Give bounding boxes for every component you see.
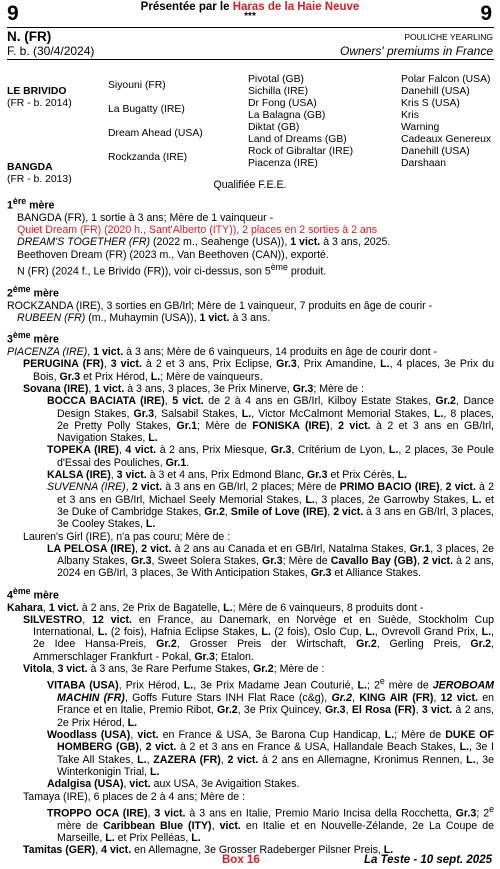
dam-info: (FR - b. 2013) <box>7 174 72 185</box>
dam-record: Kahara, 1 vict. à 2 ans, 2e Prix de Bagatelle, L.; Mère de 6 vainqueurs, 8 produits dont - <box>7 601 424 614</box>
ancestor: Darshaan <box>401 158 447 169</box>
ancestor: La Balagna (GB) <box>248 110 326 121</box>
ancestor: Dr Fong (USA) <box>248 98 317 109</box>
horse-type: POULICHE YEARLING <box>404 32 493 42</box>
ancestor: Pivotal (GB) <box>248 74 305 85</box>
produce-line: LA PELOSA (IRE), 2 vict. à 2 ans au Canada et en GB/Irl, Natalma Stakes, Gr.1, 3 places, 2e Albany Stakes, Gr.3, Sweet Solera Stakes, Gr.3; Mère de Cavallo Bay (GB), 2 vict. à 2 ans, 2024 en GB/Irl, 3 places, 3e With Anticipation Stakes, Gr.3 et Alliance Stakes. <box>47 542 495 580</box>
section-heading-3: 3ème mère <box>7 330 59 346</box>
section-heading-4: 4ème mère <box>7 585 59 602</box>
horse-info: F. b. (30/4/2024) <box>7 44 95 58</box>
produce-line: BOCCA BACIATA (IRE), 5 vict. de 2 à 4 ans en GB/Irl, Kilboy Estate Stakes, Gr.2, Dance Design Stakes, Gr.3, Salsabil Stakes, L., Victor McCalmont Memorial Stakes, L., 8 places, 2e Pretty Polly Stakes, Gr.1; Mère de FONISKA (IRE), 2 vict. à 2 et 3 ans en GB/Irl, Navigation Stakes, L. <box>47 395 494 445</box>
lot-number-right: 9 <box>480 2 492 25</box>
lot-number-left: 9 <box>7 2 19 25</box>
sale-place-date: La Teste - 10 sept. 2025 <box>363 854 492 866</box>
produce-line: DREAM'S TOGETHER (FR) (2022 m., Seahenge (USA)), 1 vict. à 3 ans, 2025. <box>17 236 391 249</box>
produce-line: Tamaya (IRE), 6 places de 2 à 4 ans; Mère de : <box>23 790 245 803</box>
produce-line: Quiet Dream (FR) (2020 h., Sant'Alberto (ITY)), 2 places en 2 sorties à 2 ans <box>17 224 378 237</box>
produce-line: TROPPO OCA (IRE), 3 vict. à 3 ans en Italie, Premio Mario Incisa della Rocchetta, Gr.3; 2e mère de Caribbean Blue (ITY), vict. en Italie et en Nouvelle-Zélande, 2e La Coupe de Marseille, L. et Prix Pelléas, L. <box>47 803 495 844</box>
sire-name: LE BRIVIDO <box>7 86 67 97</box>
ancestor: Danehill (USA) <box>401 86 470 97</box>
produce-line: N (FR) (2024 f., Le Brivido (FR)), voir ci-dessus, son 5ème produit. <box>17 262 327 278</box>
produce-line: Beethoven Dream (FR) (2023 m., Van Beethoven (CAN)), exporté. <box>17 248 329 261</box>
box-number: Box 16 <box>222 854 260 866</box>
sire-info: (FR - b. 2014) <box>7 98 72 109</box>
produce-line: VITABA (USA), Prix Hérod, L., 3e Prix Madame Jean Couturié, L.; 2e mère de JEROBOAM MACHIN (FR), Goffs Future Stars INH Flat Race (c&g), Gr.2, KING AIR (FR), 12 vict. en France et en Italie, Premio Ribot, Gr.2, 3e Prix Quincey, Gr.3, El Rosa (FR), 3 vict. à 2 ans, 2e Prix Hérod, L. <box>47 676 494 729</box>
produce-line: Tamitas (GER), 4 vict. en Allemagne, 3e Grosser Radeberger Pilsner Preis, L. <box>23 844 394 857</box>
dam-record: BANGDA (FR), 1 sortie à 3 ans; Mère de 1 vainqueur - <box>17 211 274 224</box>
ancestor: Kris S (USA) <box>401 98 460 109</box>
haras-name: Haras de la Haie Neuve <box>232 1 360 13</box>
ancestor: Polar Falcon (USA) <box>401 74 491 85</box>
ancestor: Warning <box>401 122 440 133</box>
produce-line: Lauren's Girl (IRE), n'a pas couru; Mère de : <box>23 530 231 543</box>
granddam: La Bugatty (IRE) <box>108 104 185 115</box>
owners-premiums: Owners' premiums in France <box>340 44 493 58</box>
family-notes <box>7 195 494 857</box>
pedigree-rule <box>7 59 494 60</box>
damsire: Dream Ahead (USA) <box>108 128 203 139</box>
produce-line: Adalgisa (USA), vict. aux USA, 3e Avigaition Stakes. <box>47 778 300 791</box>
ancestor: Rock of Gibraltar (IRE) <box>248 146 354 157</box>
ancestor: Piacenza (IRE) <box>248 158 318 169</box>
granddam-dam-side: Rockzanda (IRE) <box>108 152 188 163</box>
ancestor: Danehill (USA) <box>401 146 470 157</box>
dam-record: PIACENZA (IRE), 1 vict. à 3 ans; Mère de 6 vainqueurs, 14 produits en âge de courir dont - <box>7 346 438 359</box>
produce-line: PERUGINA (FR), 3 vict. à 2 et 3 ans, Prix Eclipse, Gr.3, Prix Amandine, L., 4 places, 3e Prix du Bois, Gr.3 et Prix Hérod, L.; Mère de vainqueurs. <box>23 358 494 383</box>
produce-line: Vitola, 3 vict. à 3 ans, 3e Rare Perfume Stakes, Gr.2; Mère de : <box>23 663 325 676</box>
horse-name: N. (FR) <box>7 29 52 44</box>
produce-line: RUBEEN (FR) (m., Muhaymin (USA)), 1 vict. à 3 ans. <box>17 311 271 324</box>
dam-record: ROCKZANDA (IRE), 3 sorties en GB/Irl; Mère de 1 vainqueur, 7 produits en âge de courir - <box>7 299 433 312</box>
qualification: Qualifiée F.E.E. <box>213 179 287 191</box>
produce-line: Sovana (IRE), 1 vict. à 3 ans, 3 places, 3e Prix Minerve, Gr.3; Mère de : <box>23 382 364 395</box>
produce-line: Woodlass (USA), vict. en France & USA, 3e Barona Cup Handicap, L.; Mère de DUKE OF HOMBERG (GB), 2 vict. à 2 et 3 ans en France & USA, Hallandale Beach Stakes, L., 3e I Take All Stakes, L., ZAZERA (FR), 2 vict. à 2 ans en Allemagne, Kronimus Rennen, L., 3e Winterkonigin Trial, L. <box>47 729 495 778</box>
ancestor: Sichilla (IRE) <box>248 86 309 97</box>
dam-name: BANGDA <box>7 162 53 173</box>
ancestor: Land of Dreams (GB) <box>248 134 347 145</box>
ancestor: Cadeaux Genereux <box>401 134 492 145</box>
top-rule <box>7 27 494 28</box>
grandsire: Siyouni (FR) <box>108 80 166 91</box>
ancestor: Kris <box>401 110 419 121</box>
stars: *** <box>244 11 256 22</box>
ancestor: Diktat (GB) <box>248 122 300 133</box>
produce-line: TOPEKA (IRE), 4 vict. à 2 ans, Prix Miesque, Gr.3, Critérium de Lyon, L., 2 places, 3e Poule d'Essai des Pouliches, Gr.1. <box>47 444 494 469</box>
produce-line: SILVESTRO, 12 vict. en France, au Danemark, en Norvège et en Suède, Stockholm Cup International, L. (2 fois), Hafnia Eclipse Stakes, L. (2 fois), Oslo Cup, L., Ovrevoll Grand Prix, L., 2e Idee Hansa-Preis, Gr.2, Grosser Preis der Wirtschaft, Gr.2, Gerling Preis, Gr.2, Ammerschlager Frankfurt - Pokal, Gr.3; Etalon. <box>23 613 494 663</box>
produce-line: SUVENNA (IRE), 2 vict. à 3 ans en GB/Irl, 2 places; Mère de PRIMO BACIO (IRE), 2 vict. à 2 et 3 ans en GB/Irl, Michael Seely Memorial Stakes, L., 3 places, 2e Garrowby Stakes, L. et 3e Duke of Cambridge Stakes, Gr.2, Smile of Love (IRE), 2 vict. à 3 ans en GB/Irl, 3 places, 3e Cooley Stakes, L. <box>47 481 494 531</box>
produce-line: KALSA (IRE), 3 vict. à 3 et 4 ans, Prix Edmond Blanc, Gr.3 et Prix Cérès, L. <box>47 469 407 482</box>
section-heading-1: 1ère mère <box>7 196 55 212</box>
presenter-line: Présentée par le Haras de la Haie Neuve <box>140 1 360 13</box>
section-heading-2: 2ème mère <box>7 283 59 300</box>
